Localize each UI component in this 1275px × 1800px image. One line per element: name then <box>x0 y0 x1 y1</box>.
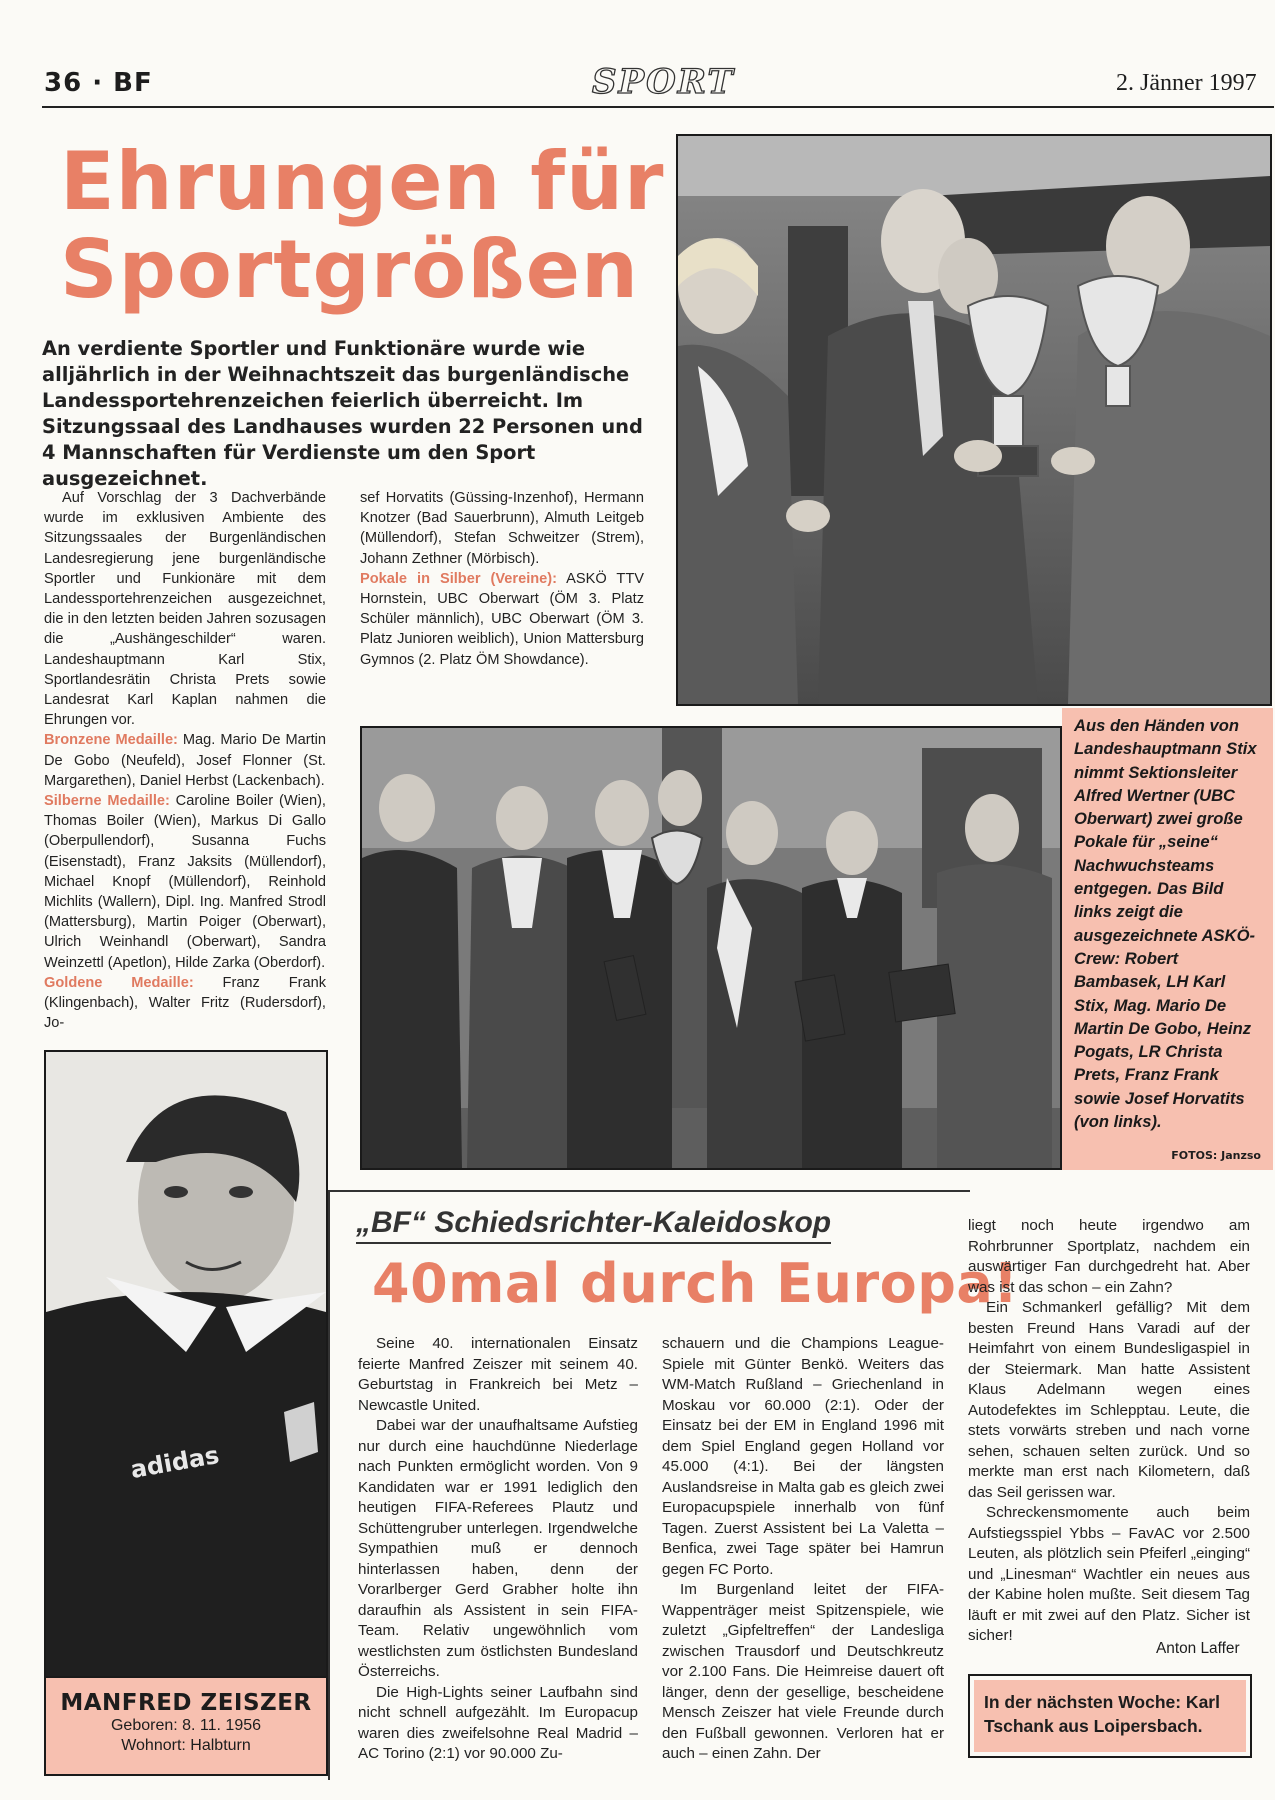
paragraph: Ein Schmankerl gefällig? Mit dem besten Freund Hans Varadi auf der Heimfahrt von einem Bundesligaspiel in der Steiermark. Man hatte Assistent Klaus Adelmann wegen eines Autodefektes im Schlepptau. Leute, die stets vorwärts streben und nach vorne sehen, schauen selten zurück. Und so merkte man erst nach Kilometern, daß das Seil gerissen war. <box>968 1299 1250 1501</box>
silver-medal-list: Caroline Boiler (Wien), Thomas Boiler (Wien), Markus Di Gallo (Oberpullendorf), Susanna Fuchs (Eisenstadt), Franz Jaksits (Müllendorf), Michael Knopf (Müllendorf), Reinhold Michlits (Wallern), Dipl. Ing. Manfred Strodl (Mattersburg), Martin Poiger (Oberwart), Ulrich Weinhandl (Oberwart), Sandra Weinzettl (Apetlon), Hilde Zarka (Oberdorf). <box>44 793 326 971</box>
profile-name: MANFRED ZEISZER <box>60 1690 312 1716</box>
paragraph: Seine 40. internationalen Einsatz feierte Manfred Zeiszer mit seinem 40. Geburtstag in Frankreich bei Metz – Newcastle United. <box>358 1335 638 1414</box>
page-label: 36 · BF <box>44 68 153 98</box>
section-title: SPORT <box>592 62 735 102</box>
photo-askoe-crew <box>360 726 1062 1170</box>
paragraph: Im Burgenland leitet der FIFA-Wappenträger meist Spitzenspiele, wie zuletzt „Gipfeltreffen“ der Landesliga zwischen Trausdorf und Deutschkreutz vor 2.100 Fans. Die Heimreise dauert oft länger, denn der gesellige, bescheidene Mensch Zeiszer hat viele Freunde durch den Fußball gewonnen. Verloren hat er auch – einen Zahn. Der <box>662 1581 944 1762</box>
silver-medal-label: Silberne Medaille: <box>44 793 170 810</box>
gold-medal-list-cont: sef Horvatits (Güssing-Inzenhof), Hermann Knotzer (Bad Sauerbrunn), Almuth Leitgeb (Müllendorf), Stefan Schweitzer (Strem), Johann Zethner (Mörbisch). <box>360 490 644 567</box>
cups-label: Pokale in Silber (Vereine): <box>360 570 557 587</box>
header-rule <box>42 106 1274 108</box>
gold-medal-label: Goldene Medaille: <box>44 974 194 991</box>
referee-portrait-image <box>46 1052 326 1676</box>
article-intro: Auf Vorschlag der 3 Dachverbände wurde im exklusiven Ambiente des Sitzungssaales der Burgenländischen Landesregierung jene burgenländische Sportler und Funkionäre mit dem Landessportehrenzeichen ausgezeichnet, die in den letzten beiden Jahren sozusagen die „Aushängeschilder“ waren. Landeshauptmann Karl Stix, Sportlandesrätin Christa Prets sowie Landesrat Karl Kaplan nahmen die Ehrungen vor. <box>44 490 326 729</box>
issue-date: 2. Jänner 1997 <box>1116 70 1257 96</box>
photo-manfred-zeiszer <box>44 1050 328 1678</box>
paragraph: Dabei war der unaufhaltsame Aufstieg nur durch eine hauchdünne Niederlage nach Punkten ermöglicht worden. Von 9 Kandidaten war er 1991 lediglich den heutigen FIFA-Referees Plautz und Schüttengruber unterlegen. Irgendwelche Sympathien muß er dennoch hinterlassen haben, denn der Vorarlberger Gerd Grabher holte ihn daraufhin als Assistent in sein FIFA-Team. Relativ ungewöhnlich vom westlichsten zum östlichsten Bundesland Österreichs. <box>358 1417 638 1680</box>
group-photo-image <box>362 728 1060 1168</box>
photo-caption: Aus den Händen von Landeshauptmann Stix nimmt Sektionsleiter Alfred Wertner (UBC Oberwart) zwei große Pokale für „seine“ Nachwuchsteams entgegen. Das Bild links zeigt die ausgezeichnete ASKÖ-Crew: Robert Bambasek, LH Karl Stix, Mag. Mario De Martin De Gobo, Heinz Pogats, LR Christa Prets, Franz Frank sowie Josef Horvatits (von links). <box>1074 716 1257 1132</box>
photo-credit: FOTOS: Janzso <box>1171 1149 1261 1162</box>
photo-trophy-handover <box>676 134 1272 706</box>
article2-column-1 <box>358 1334 638 1765</box>
article2-column-2 <box>662 1334 944 1765</box>
paragraph: liegt noch heute irgendwo am Rohrbrunner Sportplatz, nachdem ein auswärtiger Fan durchgedreht hat. Aber was ist das schon – ein Zahn? <box>968 1217 1250 1296</box>
bronze-medal-label: Bronzene Medaille: <box>44 732 178 749</box>
article2-kicker: „BF“ Schiedsrichter-Kaleidoskop <box>356 1206 831 1244</box>
article2-author: Anton Laffer <box>1156 1640 1240 1657</box>
photo-caption-box <box>1062 708 1273 1170</box>
article-headline: Ehrungen für Sportgrößen <box>60 135 665 316</box>
trophy-photo-image <box>678 136 1270 704</box>
article-column-1 <box>44 488 326 1033</box>
gold-medal-list: Franz Frank (Klingenbach), Walter Fritz (Rudersdorf), Jo- <box>44 974 326 1032</box>
paragraph: Schreckensmomente auch beim Aufstiegsspiel Ybbs – FavAC vor 2.500 Leuten, als plötzlich sein Pfeiferl „einging“ und „Linesman“ Wachtler ein neues aus der Kabine holen mußte. Seit diesem Tag läuft er mit zwei auf den Platz. Sicher ist sicher! <box>968 1504 1250 1644</box>
profile-residence: Wohnort: Halbturn <box>121 1737 251 1754</box>
paragraph: Die High-Lights seiner Laufbahn sind nicht schnell aufgezählt. Im Europacup waren dies zweifelsohne Real Madrid – AC Torino (2:1) vor 90.000 Zu- <box>358 1683 638 1762</box>
article2-left-rule <box>328 1190 330 1780</box>
shirt-brand: adidas <box>128 1440 222 1485</box>
article2-column-3 <box>968 1216 1250 1647</box>
bronze-medal-list: Mag. Mario De Martin De Gobo (Neufeld), Josef Flonner (St. Margarethen), Daniel Herbst (Lackenbach). <box>44 732 326 789</box>
next-week-teaser: In der nächsten Woche: Karl Tschank aus Loipersbach. <box>974 1680 1246 1752</box>
next-week-box <box>968 1674 1252 1758</box>
article2-top-rule <box>328 1190 970 1192</box>
article2-headline: 40mal durch Europa! <box>372 1252 1019 1315</box>
article-lead: An verdiente Sportler und Funktionäre wurde wie alljährlich in der Weihnachtszeit das burgenländische Landessportehrenzeichen feierlich überreicht. Im Sitzungssaal des Landhauses wurden 22 Personen und 4 Mannschaften für Verdienste um den Sport ausgezeichnet. <box>42 337 643 490</box>
profile-box <box>44 1678 328 1776</box>
cups-list: ASKÖ TTV Hornstein, UBC Oberwart (ÖM 3. Platz Schüler männlich), UBC Oberwart (ÖM 3. Platz Junioren weiblich), Union Mattersburg Gymnos (2. Platz ÖM Showdance). <box>360 570 644 668</box>
profile-birthdate: Geboren: 8. 11. 1956 <box>110 1717 262 1734</box>
article-column-2 <box>360 488 644 670</box>
paragraph: schauern und die Champions League-Spiele mit Günter Benkö. Weiters das WM-Match Rußland – Griechenland in Moskau vor 60.000 (2:1). Oder der Einsatz bei der EM in England 1996 mit dem Spiel England gegen Holland vor 45.000 (4:1). Bei der längsten Auslandsreise in Malta gab es gleich zwei Europacupspiele innerhalb von fünf Tagen. Zuerst Assistent bei La Valetta – Benfica, zwei Tage später bei Hamrun gegen FC Porto. <box>662 1335 944 1578</box>
